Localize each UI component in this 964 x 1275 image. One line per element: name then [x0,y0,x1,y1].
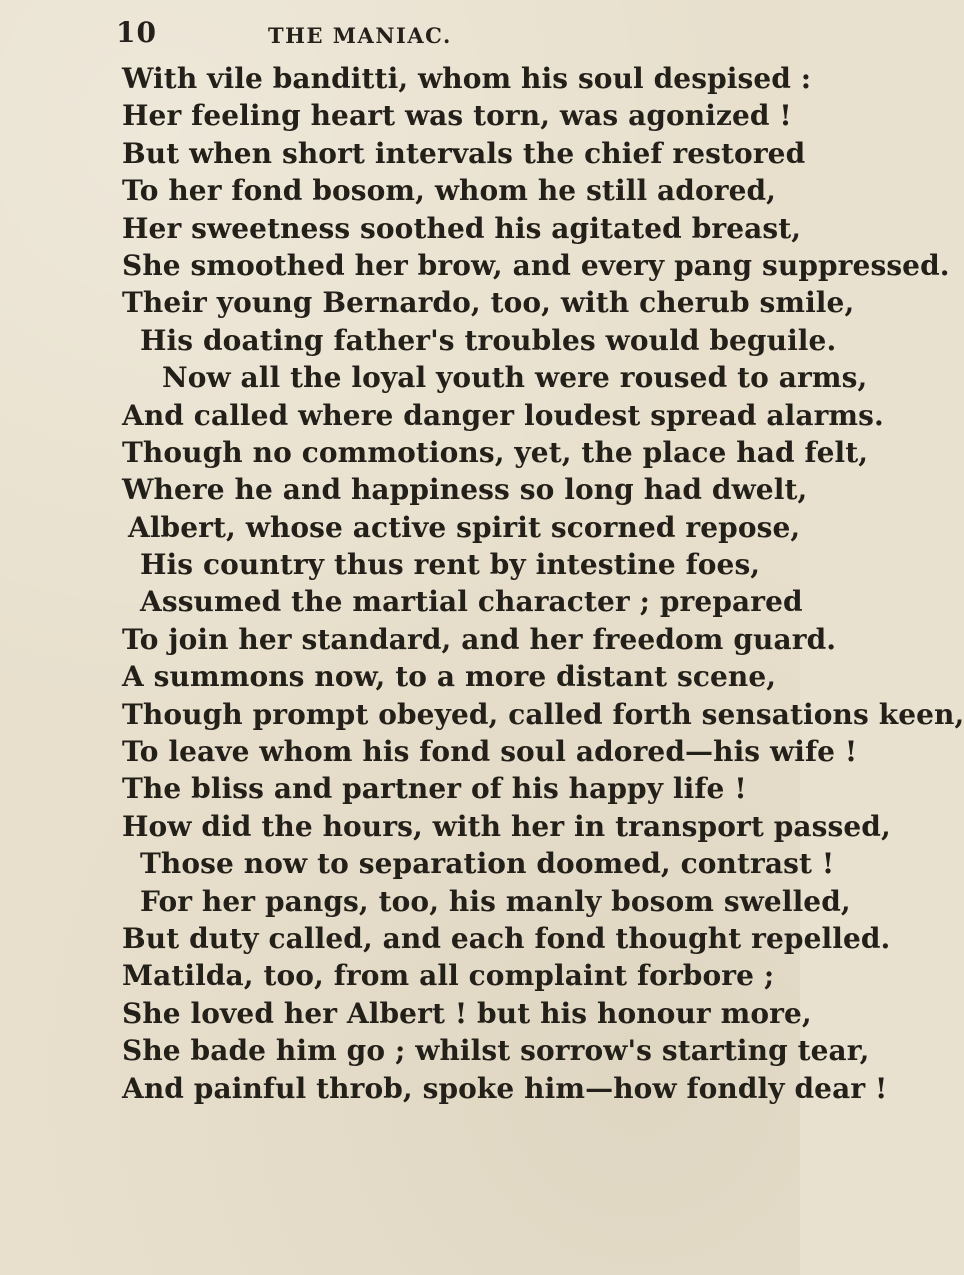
poem-line: She smoothed her brow, and every pang suppressed. [122,248,950,282]
poem-line: She loved her Albert ! but his honour more, [122,996,812,1030]
poem-line: His doating father's troubles would beguile. [140,323,837,357]
poem-line: The bliss and partner of his happy life ! [122,772,747,806]
poem-line: To her fond bosom, whom he still adored, [122,174,777,208]
poem-line: But duty called, and each fond thought repelled. [122,921,891,955]
poem-line: Their young Bernardo, too, with cherub smile, [122,286,855,320]
poem-line: Those now to separation doomed, contrast ! [140,847,835,881]
poem-line: Though prompt obeyed, called forth sensations keen, [122,697,964,731]
poem-line: His country thus rent by intestine foes, [140,548,761,582]
poem-line: Albert, whose active spirit scorned repose, [128,510,801,544]
poem-line: Where he and happiness so long had dwelt, [122,473,808,507]
poem-line: With vile banditti, whom his soul despised : [122,62,812,95]
page-header [0,14,800,54]
page-number: 10 [116,16,157,49]
poem-text [120,60,964,1107]
poem-line: A summons now, to a more distant scene, [122,660,777,694]
poem-line: She bade him go ; whilst sorrow's starting tear, [122,1034,870,1068]
poem-line: Assumed the martial character ; prepared [140,585,803,619]
poem-line: To join her standard, and her freedom guard. [122,622,837,656]
poem-line: For her pangs, too, his manly bosom swelled, [140,884,851,918]
poem-line: And called where danger loudest spread alarms. [122,398,884,432]
poem-line: But when short intervals the chief restored [122,136,806,170]
poem-line: Her feeling heart was torn, was agonized ! [122,99,792,133]
running-title: THE MANIAC. [268,23,452,48]
poem-line: And painful throb, spoke him—how fondly dear ! [122,1071,888,1105]
poem-line: To leave whom his fond soul adored—his wife ! [122,735,858,769]
poem-line: Though no commotions, yet, the place had felt, [122,435,869,469]
poem-line: Her sweetness soothed his agitated breast, [122,211,802,245]
poem-line: Now all the loyal youth were roused to arms, [162,361,868,395]
poem-line: How did the hours, with her in transport passed, [122,809,891,843]
poem-line: Matilda, too, from all complaint forbore ; [122,959,775,993]
